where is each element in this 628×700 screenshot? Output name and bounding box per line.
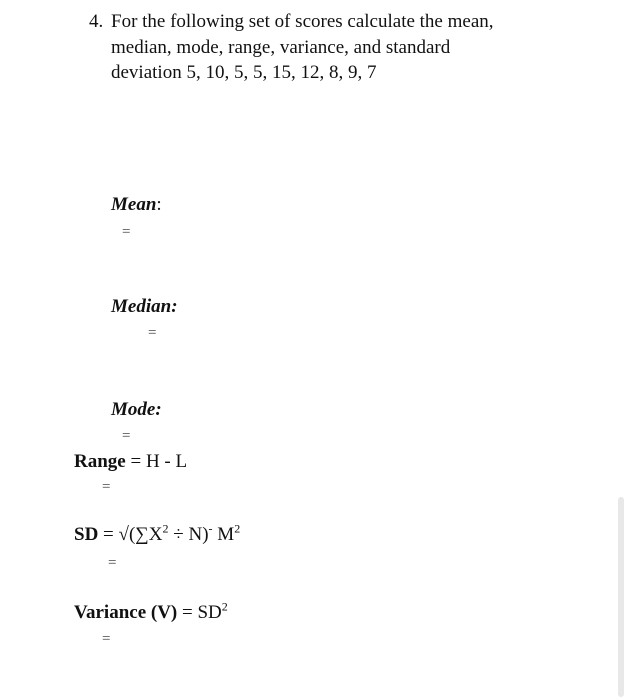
range-equals: = (102, 479, 111, 495)
question-text-line1: For the following set of scores calculate the mean, (111, 11, 494, 32)
question-text-line2: median, mode, range, variance, and standard (111, 37, 451, 58)
sd-minus-mark: - (208, 521, 213, 536)
question-text-line3: deviation 5, 10, 5, 5, 15, 12, 8, 9, 7 (111, 62, 377, 83)
mode-label (111, 398, 162, 422)
mode-label-text: Mode (111, 399, 156, 420)
question-number: 4. (89, 11, 104, 32)
range-label: Range (74, 451, 126, 472)
sd-equals: = (108, 555, 117, 571)
sd-superscript-2: 2 (234, 521, 241, 536)
sd-expression-a: = √(∑X (98, 524, 163, 545)
sd-expression-b: ÷ N) (168, 524, 209, 545)
median-equals: = (148, 325, 157, 341)
mean-label (111, 193, 162, 217)
sd-label: SD (74, 524, 99, 545)
mean-equals: = (122, 224, 131, 240)
variance-formula (74, 601, 228, 625)
mean-label-text: Mean (111, 194, 157, 215)
sd-formula (74, 523, 240, 547)
variance-label: Variance (V) (74, 602, 178, 623)
mode-colon: : (155, 399, 162, 420)
variance-equals: = (102, 631, 111, 647)
median-label-text: Median (111, 296, 172, 317)
mode-equals: = (122, 428, 131, 444)
range-formula (74, 450, 187, 474)
mean-colon: : (156, 194, 162, 215)
sd-expression-c: M (212, 524, 235, 545)
variance-superscript: 2 (221, 599, 228, 614)
sd-superscript-1: 2 (162, 521, 169, 536)
vertical-scrollbar[interactable] (618, 497, 624, 697)
variance-expression: = SD (177, 602, 222, 623)
range-expression: = H - L (125, 451, 188, 472)
median-colon: : (171, 296, 178, 317)
median-label (111, 295, 178, 319)
